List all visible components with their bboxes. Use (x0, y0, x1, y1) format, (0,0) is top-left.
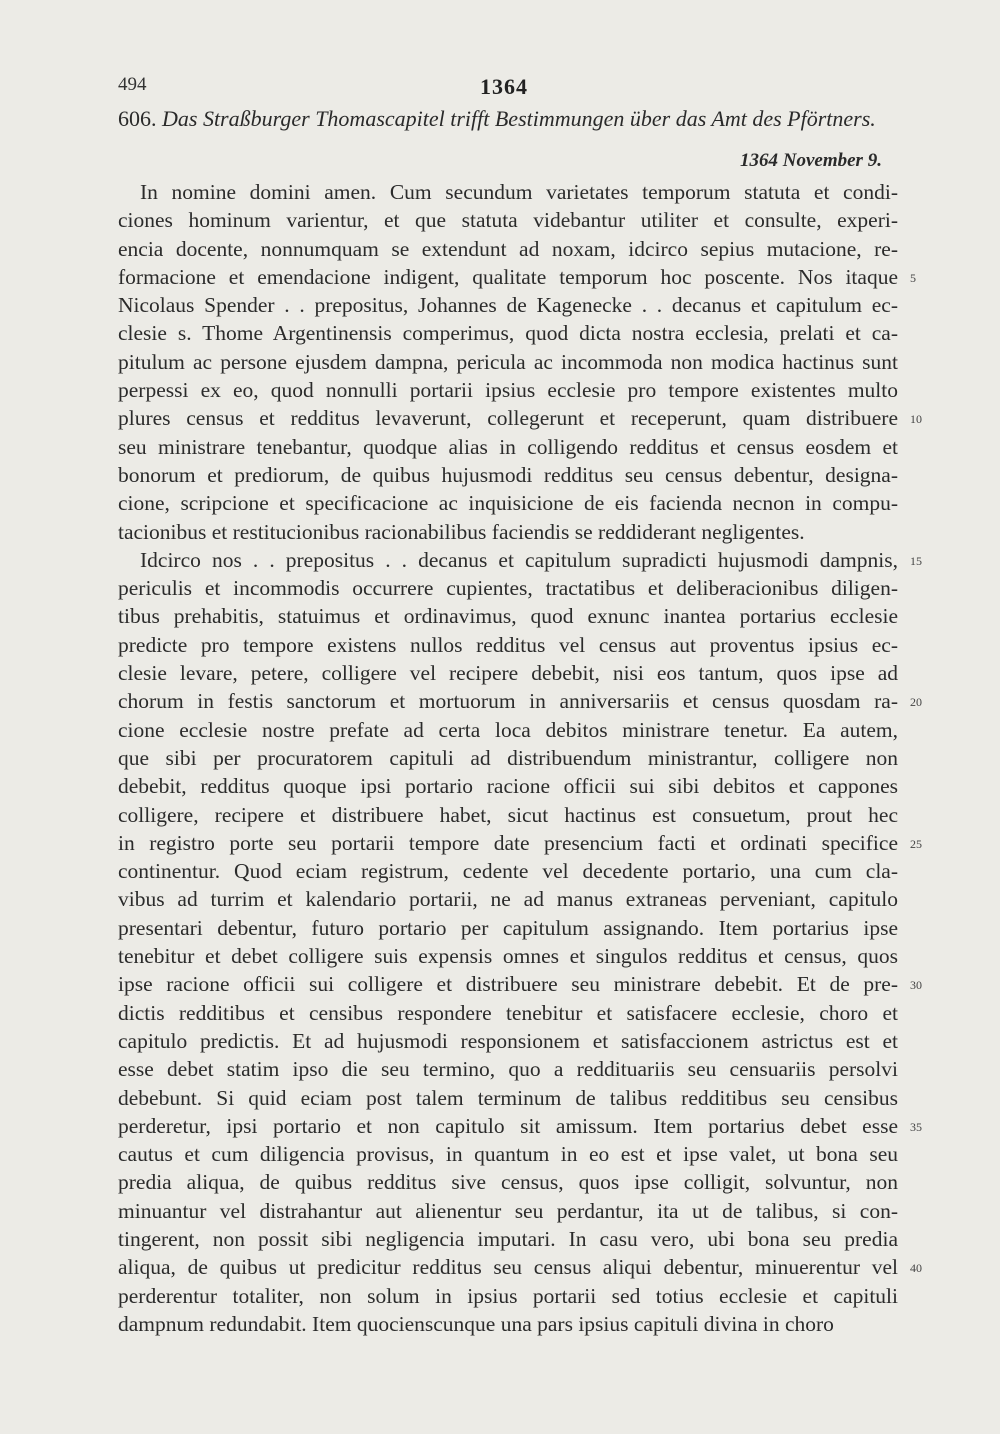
text-line: esse debet statim ipso die seu termino, quo a reddituariis seu censuariis persolvi (118, 1057, 898, 1082)
text-line: plures census et redditus levaverunt, collegerunt et receperunt, quam distribuere (118, 406, 898, 431)
margin-line-number: 25 (910, 836, 922, 851)
text-line: encia docente, nonnumquam se extendunt ad noxam, idcirco sepius mutacione, re- (118, 236, 898, 261)
text-line: formacione et emendacione indigent, qualitate temporum hoc poscente. Nos itaque (118, 264, 898, 289)
document-heading (118, 106, 898, 132)
text-line: debebit, redditus quoque ipsi portario racione officii sui sibi debitos et cappones (118, 774, 898, 799)
text-line: chorum in festis sanctorum et mortuorum in anniversariis et census quosdam ra- (118, 689, 898, 714)
text-line: Nicolaus Spender . . prepositus, Johannes de Kagenecke . . decanus et capitulum ec- (118, 293, 898, 318)
text-line: clesie s. Thome Argentinensis comperimus, quod dicta nostra ecclesia, prelati et ca- (118, 321, 898, 346)
text-line: presentari debentur, futuro portario per capitulum assignando. Item portarius ipse (118, 915, 898, 940)
text-line: cautus et cum diligencia provisus, in quantum in eo est et ipse valet, ut bona seu (118, 1142, 898, 1167)
text-line: ciones hominum varientur, et que statuta videbantur utiliter et consulte, experi- (118, 208, 898, 233)
text-line: que sibi per procuratorem capituli ad distribuendum ministrantur, colligere non (118, 745, 898, 770)
text-line: ipse racione officii sui colligere et distribuere seu ministrare debebit. Et de pre- (118, 972, 898, 997)
text-line: debebunt. Si quid eciam post talem terminum de talibus redditibus seu censibus (118, 1085, 898, 1110)
text-line: clesie levare, petere, colligere vel recipere debebit, nisi eos tantum, quos ipse ad (118, 661, 898, 686)
text-line: tibus prehabitis, statuimus et ordinavimus, quod exnunc inantea portarius ecclesie (118, 604, 898, 629)
text-line: predicte pro tempore existens nullos redditus vel census aut proventus ipsius ec- (118, 632, 898, 657)
text-line: vibus ad turrim et kalendario portarii, ne ad manus extraneas perveniant, capitulo (118, 887, 898, 912)
text-line: tingerent, non possit sibi negligencia imputari. In casu vero, ubi bona seu predia (118, 1226, 898, 1251)
text-line: tacionibus et restitucionibus racionabilibus faciendis se reddiderant negligentes. (118, 519, 805, 544)
text-line: pitulum ac persone ejusdem dampna, pericula ac incommoda non modica hactinus sunt (118, 349, 898, 374)
text-line: perderentur totaliter, non solum in ipsius portarii sed totius ecclesie et capituli (118, 1283, 898, 1308)
margin-line-number: 15 (910, 553, 922, 568)
text-line: aliqua, de quibus ut predicitur redditus seu census aliqui debentur, minuerentur vel (118, 1255, 898, 1280)
text-line: in registro porte seu portarii tempore date presencium facti et ordinati specifice (118, 830, 898, 855)
document-date: 1364 November 9. (740, 150, 882, 171)
margin-line-number: 40 (910, 1261, 922, 1276)
document-title: Das Straßburger Thomascapitel trifft Bestimmungen über das Amt des Pförtners. (162, 106, 876, 131)
margin-line-number: 20 (910, 695, 922, 710)
text-line: continentur. Quod eciam registrum, cedente vel decedente portario, una cum cla- (118, 859, 898, 884)
text-line: Idcirco nos . . prepositus . . decanus et capitulum supradicti hujusmodi dampnis, (140, 547, 898, 572)
text-line: bonorum et prediorum, de quibus hujusmodi redditus seu census debentur, designa- (118, 462, 898, 487)
page-number: 494 (118, 74, 147, 95)
body-text (118, 178, 898, 1338)
margin-line-number: 30 (910, 978, 922, 993)
text-line: dictis redditibus et censibus respondere tenebitur et satisfacere ecclesie, choro et (118, 1000, 898, 1025)
text-line: cione, scripcione et specificacione ac inquisicione de eis facienda necnon in compu- (118, 491, 898, 516)
text-line: minuantur vel distrahantur aut alienentur seu perdantur, ita ut de talibus, si con- (118, 1198, 898, 1223)
year-header: 1364 (480, 74, 528, 99)
text-line: tenebitur et debet colligere suis expensis omnes et singulos redditus et census, quos (118, 944, 898, 969)
text-line: predia aliqua, de quibus redditus sive census, quos ipse colligit, solvuntur, non (118, 1170, 898, 1195)
margin-line-number: 10 (910, 412, 922, 427)
text-line: perderetur, ipsi portario et non capitulo sit amissum. Item portarius debet esse (118, 1113, 898, 1138)
text-line: perpessi ex eo, quod nonnulli portarii ipsius ecclesie pro tempore existentes multo (118, 378, 898, 403)
document-number: 606. (118, 106, 157, 131)
text-line: dampnum redundabit. Item quocienscunque una pars ipsius capituli divina in choro (118, 1311, 834, 1336)
text-line: capitulo predictis. Et ad hujusmodi responsionem et satisfaccionem astrictus est et (118, 1028, 898, 1053)
text-line: cione ecclesie nostre prefate ad certa loca debitos ministrare tenetur. Ea autem, (118, 717, 898, 742)
text-line: colligere, recipere et distribuere habet, sicut hactinus est consuetum, prout hec (118, 802, 898, 827)
margin-line-number: 5 (910, 270, 916, 285)
text-line: In nomine domini amen. Cum secundum varietates temporum statuta et condi- (140, 180, 898, 204)
margin-line-number: 35 (910, 1119, 922, 1134)
text-line: seu ministrare tenebantur, quodque alias in colligendo redditus et census eosdem et (118, 434, 898, 459)
text-line: periculis et incommodis occurrere cupientes, tractatibus et deliberacionibus diligen- (118, 576, 898, 601)
